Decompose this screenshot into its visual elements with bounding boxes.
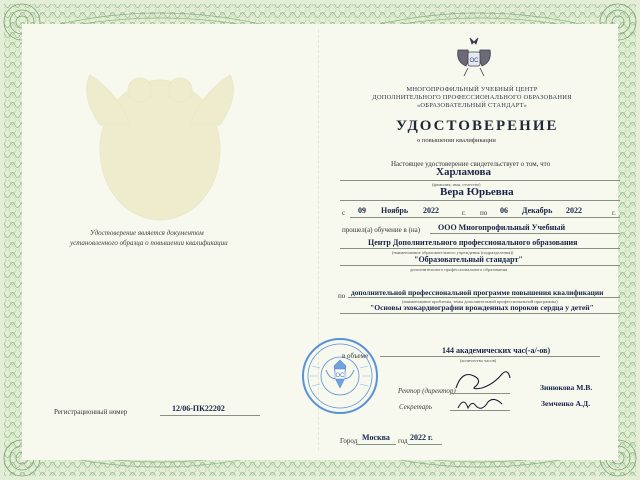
holder-surname: Харламова [436,166,491,178]
eagle-watermark-icon [60,55,260,235]
holder-surname-underline [340,180,620,181]
program-line2: "Основы эхокардиографии врожденных пороков сердца у детей" [370,303,594,312]
institution-line1: ООО Многопрофильный Учебный [438,223,566,232]
date-from-year: 2022 [423,206,439,215]
date-from-label: с [342,209,346,217]
date-from-day: 09 [358,206,366,215]
holder-name: Вера Юрьевна [440,186,514,198]
document-subtitle: о повышении квалификации [417,137,496,144]
volume-label: в объеме [342,352,369,360]
secretary-signature-icon [456,394,506,414]
registration-label: Регистрационный номер [54,408,128,416]
registration-number: 12/06-ПК22202 [172,404,225,413]
volume-caption: (количество часов) [460,358,497,363]
org-name-line3: «ОБРАЗОВАТЕЛЬНЫЙ СТАНДАРТ» [416,102,528,109]
holder-caption: (фамилия, имя, отчество) [432,182,481,187]
program-label: по [338,292,346,300]
dates-underline [350,217,620,218]
institution-caption1: (наименование образовательного учреждения (подразделения)) [392,250,514,255]
left-note-line1: Удостоверение является документом [90,229,204,237]
svg-text:ОС: ОС [335,373,345,379]
year-value: 2022 г. [410,433,433,442]
date-to-label: по [480,209,488,217]
program-line1-underline [348,297,620,298]
rector-label: Ректор (директор) [398,387,456,395]
date-from-month: Ноябрь [381,206,409,215]
document-title: УДОСТОВЕРЕНИЕ [396,118,559,134]
institution-line3: "Образовательный стандарт" [414,255,523,264]
registration-underline [160,415,260,416]
certifies-text: Настоящее удостоверение свидетельствует о том, что [391,160,551,168]
institution-line3-underline [340,265,620,266]
round-seal-icon [300,336,380,416]
year-underline [408,444,442,445]
institution-caption2: дополнительного профессионального образования [410,267,508,272]
svg-text:ОС: ОС [469,58,479,64]
program-line1: дополнительной профессиональной программе повышения квалификации [351,288,604,297]
eagle-emblem-icon [452,36,496,80]
date-to-day: 06 [500,206,508,215]
date-to-year-suffix: г. [612,209,616,217]
secretary-label: Секретарь [399,403,432,411]
year-label: год [398,437,408,445]
holder-name-underline [340,200,620,201]
volume-value: 144 академических час(-а/-ов) [442,346,551,355]
city-underline [356,444,396,445]
institution-line2: Центр Дополнительного профессионального образования [368,238,578,247]
program-caption: (наименование проблемы, темы дополнительной профессиональной программы) [402,299,558,304]
institution-line1-underline [430,233,620,234]
volume-underline [380,356,600,357]
city-label: Город [340,437,358,445]
rector-name: Зинюкова М.В. [540,383,593,392]
org-name-line1: МНОГОПРОФИЛЬНЫЙ УЧЕБНЫЙ ЦЕНТР [406,86,538,93]
date-to-year: 2022 [566,206,582,215]
institution-line2-underline [340,248,620,249]
institution-label: прошел(а) обучение в (на) [342,226,421,234]
date-from-year-suffix: г. [462,209,466,217]
secretary-name: Земченко А.Д. [541,399,591,408]
org-name-line2: ДОПОЛНИТЕЛЬНОГО ПРОФЕССИОНАЛЬНОГО ОБРАЗОВАНИЯ [372,94,572,101]
left-note-line2: установленного образца о повышении квалификации [70,239,228,247]
rector-signature-icon [452,366,512,394]
city-value: Москва [362,433,390,442]
date-to-month: Декабрь [522,206,553,215]
program-line2-underline [340,313,620,314]
